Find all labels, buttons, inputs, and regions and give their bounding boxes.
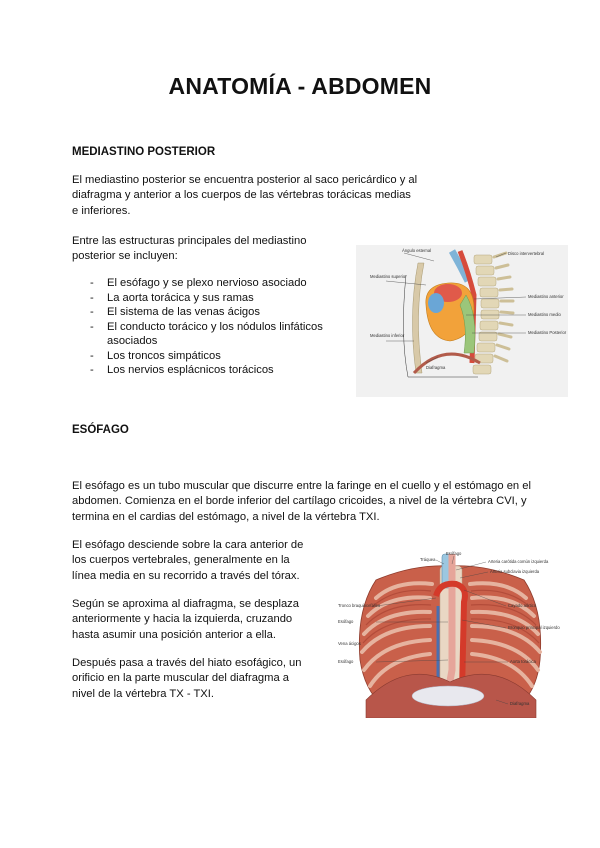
mediastino-paragraph-2 [72, 234, 342, 265]
text-line: Según se aproxima al diafragma, se desplaza [72, 598, 299, 610]
text-line: Después pasa a través del hiato esofágico, un [72, 657, 302, 669]
label-inferior: Mediastino inferior [370, 333, 405, 338]
list-item: - El esófago y se plexo nervioso asociado [90, 276, 335, 291]
sternum [412, 263, 424, 373]
text-line: los cuerpos vertebrales, generalmente en la [72, 554, 290, 567]
section-heading-mediastino: MEDIASTINO POSTERIOR [72, 146, 216, 158]
esofago-paragraph-2 [72, 538, 312, 584]
mediastino-structure-list [90, 276, 335, 378]
label-subclavia: Arteria subclavia izquierda [490, 569, 540, 574]
text-line: línea media en su recorrido a través del tórax. [72, 569, 300, 582]
text-line: e inferiores. [72, 204, 131, 217]
mediastino-diagram [356, 245, 568, 397]
text-line: anteriormente y hacia la izquierda, cruzando [72, 613, 293, 626]
text-line: El esófago desciende sobre la cara anterior de [72, 539, 304, 551]
text-line: orificio en la parte muscular del diafragma a [72, 672, 290, 685]
label-superior: Mediastino superior [370, 274, 407, 279]
esofago-paragraph-3 [72, 597, 312, 643]
mediastino-paragraph-1 [72, 173, 472, 219]
vertebral-column [473, 253, 513, 374]
label-disco: Disco intervertebral [508, 251, 545, 256]
list-item: - La aorta torácica y sus ramas [90, 291, 335, 306]
label-posterior: Mediastino Posterior [528, 330, 567, 335]
label-medio: Mediastino medio [528, 312, 561, 317]
label-diafragma: Diafragma [510, 701, 530, 706]
label-aorta: Aorta torácica [510, 659, 536, 664]
esofago-diagram [336, 550, 566, 718]
section-heading-esofago: ESÓFAGO [72, 424, 129, 436]
list-item: - Los nervios esplácnicos torácicos [90, 363, 335, 378]
text-line: diafragma y anterior a los cuerpos de las vértebras torácicas medias [72, 189, 411, 202]
label-anterior: Mediastino anterior [528, 294, 564, 299]
label-carotida: Arteria carótida común izquierda [488, 559, 549, 564]
diaphragm [414, 354, 480, 373]
text-line: El esófago es un tubo muscular que discurre entre la faringe en el cuello y el estómago en el [72, 480, 531, 492]
label-traquea: Tráquea [420, 557, 436, 562]
label-diafragma: Diafragma [426, 365, 446, 370]
label-esofago-lower: Esófago [338, 659, 354, 664]
label-esofago-top: Esófago [446, 551, 462, 556]
esofago-paragraph-1 [72, 479, 532, 525]
text-line: nivel de la vértebra TX - TXI. [72, 687, 214, 700]
text-line: abdomen. Comienza en el borde inferior del cartílago cricoides, a nivel de la vértebra CVI, y [72, 495, 527, 508]
esophagus [448, 554, 452, 690]
text-line: hasta asumir una posición anterior a ella. [72, 628, 276, 641]
esofago-figure [336, 550, 566, 718]
page-title: ANATOMÍA - ABDOMEN [168, 73, 432, 99]
text-line: Entre las estructuras principales del mediastino [72, 235, 307, 247]
text-line: posterior se incluyen: [72, 250, 178, 263]
list-item: - El sistema de las venas ácigos [90, 305, 335, 320]
label-cayado: Cayado aórtico [508, 603, 537, 608]
mediastino-figure [356, 245, 568, 397]
list-item: - Los troncos simpáticos [90, 349, 335, 364]
label-angulo: Ángulo esternal [402, 248, 432, 253]
label-bronquio: Bronquio principal izquierdo [508, 625, 560, 630]
label-esofago-left: Esófago [338, 619, 354, 624]
label-tronco: Tronco braquiocefálico [338, 603, 381, 608]
text-line: El mediastino posterior se encuentra posterior al saco pericárdico y al [72, 174, 418, 186]
central-tendon [412, 686, 484, 706]
esofago-paragraph-4 [72, 656, 312, 702]
vena-cava [428, 293, 444, 313]
list-item: - El conducto torácico y los nódulos linfáticos asociados [90, 320, 335, 349]
label-vena: Vena ácigos [338, 641, 361, 646]
text-line: termina en el cardias del estómago, a nivel de la vértebra TXI. [72, 510, 380, 523]
